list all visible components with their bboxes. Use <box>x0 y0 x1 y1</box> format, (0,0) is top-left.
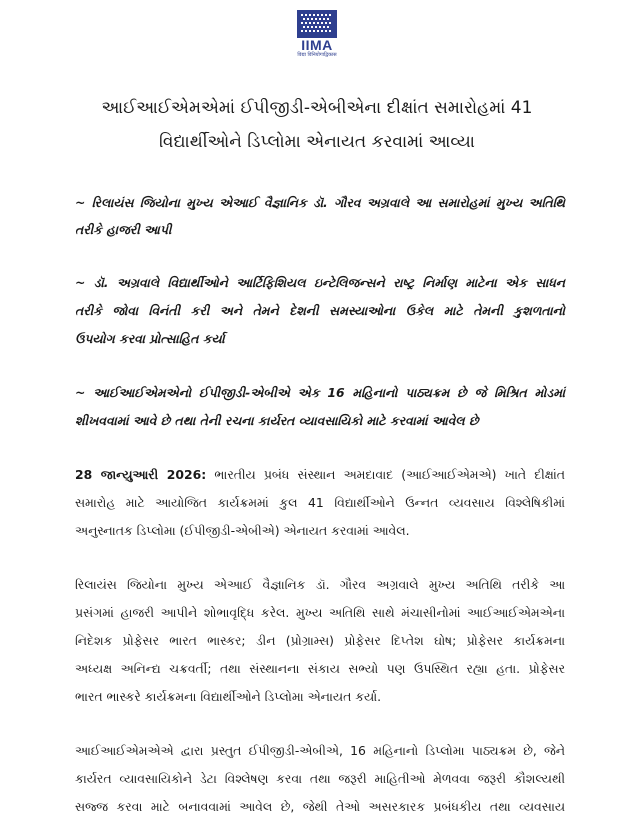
iima-emblem-icon <box>297 10 337 38</box>
p2-line-5: ભારત ભાસ્કરે કાર્યક્રમના વિદ્યાર્થીઓને ડિપ્લોમા એનાયત કર્યા. <box>75 689 382 704</box>
dateline: 28 જાન્યુઆરી 2026: <box>75 467 207 482</box>
highlight-1-line-2: તરીકે હાજરી આપી <box>75 222 172 237</box>
p3-line-3: સજ્જ કરવા માટે બનાવવામાં આવેલ છે, જેથી તેઓ અસરકારક પ્રબંધકીય તથા વ્યવસાય <box>75 799 565 814</box>
highlight-3-line-1: ~ આઈઆઈએમએનો ઈપીજીડી-એબીએ એક 16 મહિનાનો પાઠ્યક્રમ છે જે મિશ્રિત મોડમાં <box>75 385 565 400</box>
iima-logo <box>287 10 347 66</box>
highlight-2-line-3: ઉપયોગ કરવા પ્રોત્સાહિત કર્યા <box>75 331 225 346</box>
p1-line-1-text: ભારતીય પ્રબંધ સંસ્થાન અમદાવાદ (આઈઆઈએમએ) ખાતે દીક્ષાંત <box>206 467 565 482</box>
p2-line-4: અધ્યક્ષ અનિન્દ્ય ચક્રવર્તી; તથા સંસ્થાનના સંકાય સભ્યો પણ ઉપસ્થિત રહ્યા હતા. પ્રોફેસર <box>75 661 565 676</box>
headline-line-1: આઈઆઈએમએમાં ઈપીજીડી-એબીએના દીક્ષાંત સમારોહમાં 41 <box>101 98 533 118</box>
p3-line-1: આઈઆઈએમએએ દ્વારા પ્રસ્તુત ઈપીજીડી-એબીએ, 16 મહિનાનો ડિપ્લોમા પાઠ્યક્રમ છે, જેને <box>75 743 565 758</box>
p2-line-2: પ્રસંગમાં હાજરી આપીને શોભાવૃદ્ધિ કરેલ. મુખ્ય અતિથિ સાથે મંચાસીનોમાં આઈઆઈએમએના <box>75 605 565 620</box>
logo-tagline: विद्या विनियोगाद्विकास <box>297 52 337 58</box>
headline-line-2: વિદ્યાર્થીઓને ડિપ્લોમા એનાયત કરવામાં આવ્યા <box>159 132 475 152</box>
highlight-3-line-2: શીખવવામાં આવે છે તથા તેની રચના કાર્યરત વ્યાવસાયિકો માટે કરવામાં આવેલ છે <box>75 413 479 428</box>
highlight-2-line-2: તરીકે જોવા વિનંતી કરી અને તેમને દેશની સમસ્યાઓના ઉકેલ માટે તેમની કુશળતાનો <box>75 303 565 318</box>
p1-line-3: અનુસ્નાતક ડિપ્લોમા (ઈપીજીડી-એબીએ) એનાયત કરવામાં આવેલ. <box>75 523 410 538</box>
p2-line-1: રિલાયંસ જિયોના મુખ્ય એઆઈ વૈજ્ઞાનિક ડૉ. ગૌરવ અગ્રવાલે મુખ્ય અતિથિ તરીકે આ <box>75 577 565 592</box>
p1-line-2: સમારોહ માટે આયોજિત કાર્યક્રમમાં કુલ 41 વિદ્યાર્થીઓને ઉન્નત વ્યવસાય વિશ્લેષિકીમાં <box>75 495 565 510</box>
highlight-1-line-1: ~ રિલાયંસ જિયોના મુખ્ય એઆઈ વૈજ્ઞાનિક ડૉ. ગૌરવ અગ્રવાલે આ સમારોહમાં મુખ્ય અતિથિ <box>75 195 565 210</box>
p1-line-1 <box>75 467 565 482</box>
logo-wordmark: IIMA <box>301 37 333 53</box>
p2-line-3: નિદેશક પ્રોફેસર ભારત ભાસ્કર; ડીન (પ્રોગ્રામ્સ) પ્રોફેસર દિપ્તેશ ઘોષ; પ્રોફેસર કાર્યક્રમના <box>75 633 565 648</box>
p3-line-2: કાર્યરત વ્યાવસાયિકોને ડેટા વિશ્લેષણ કરવા તથા જરૂરી માહિતીઓ મેળવવા જરૂરી કૌશલ્યથી <box>75 771 565 786</box>
highlight-2-line-1: ~ ડૉ. અગ્રવાલે વિદ્યાર્થીઓને આર્ટિફિશિયલ ઇન્ટેલિજન્સને રાષ્ટ્ર નિર્માણ માટેના એક સાધન <box>75 275 565 290</box>
